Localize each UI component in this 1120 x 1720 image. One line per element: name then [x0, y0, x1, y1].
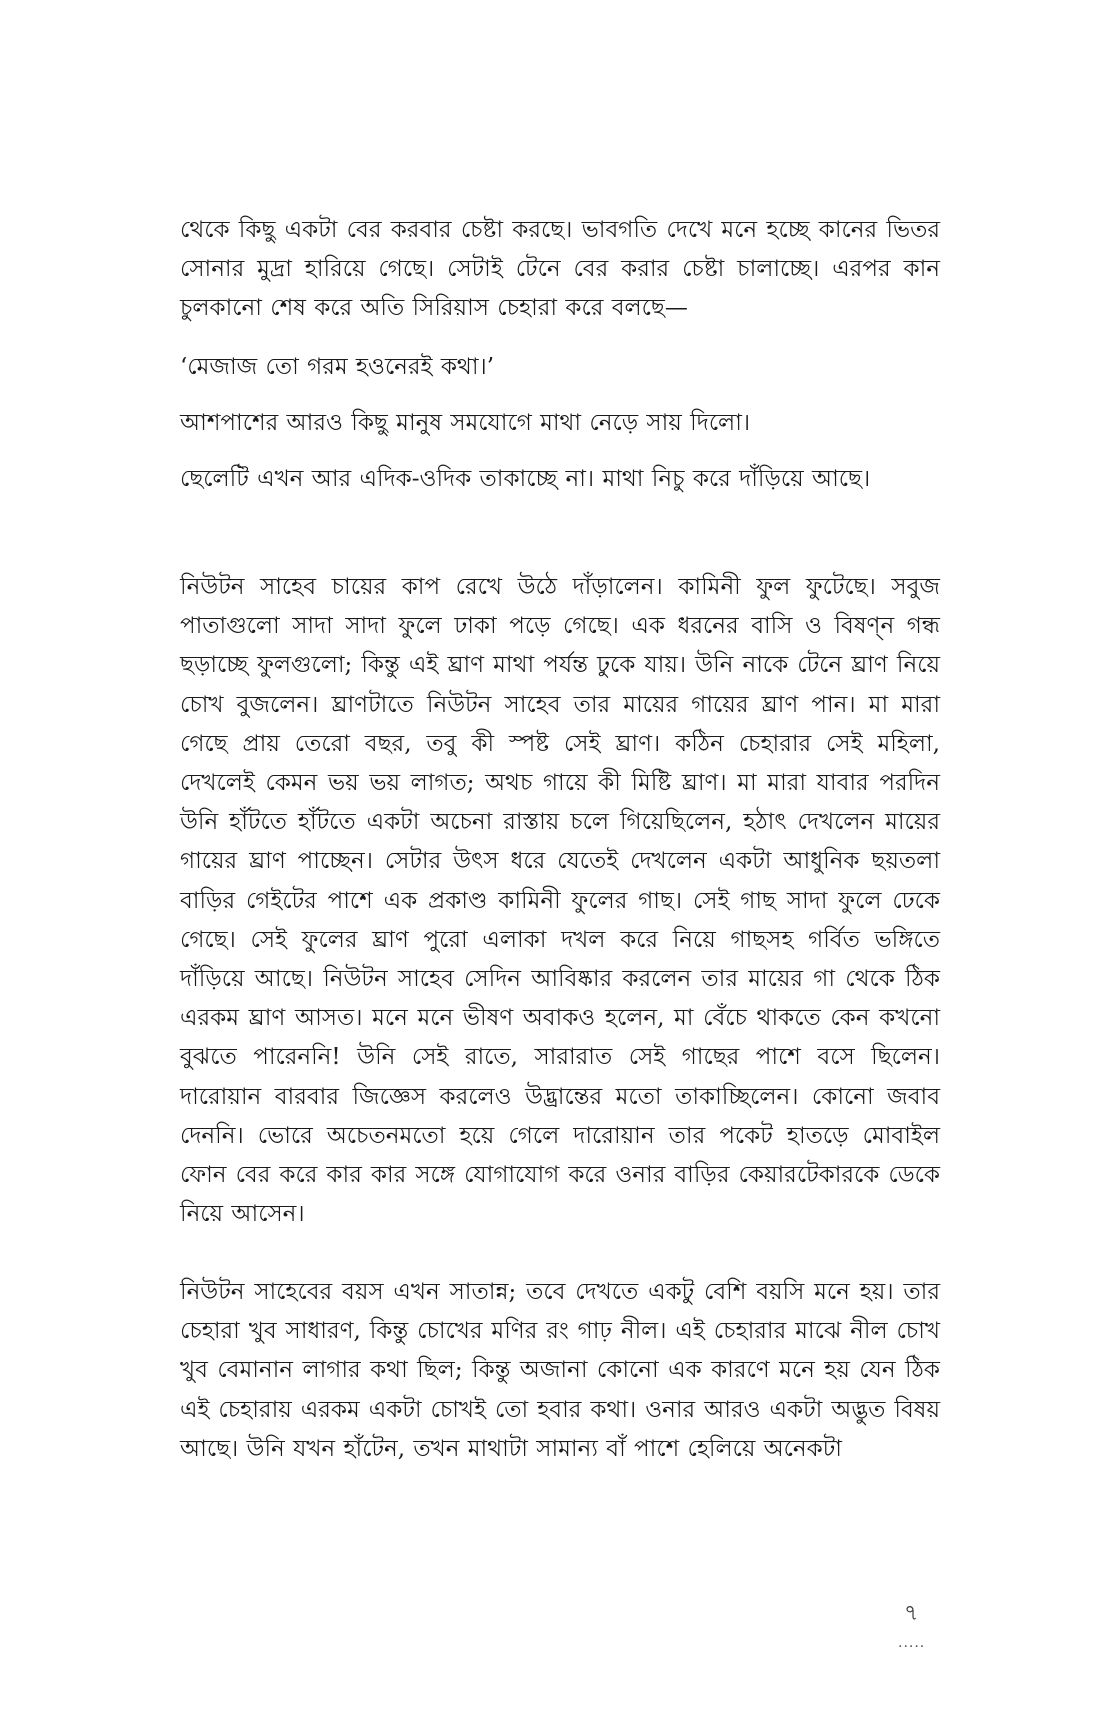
- paragraph-boy-standing: ছেলেটি এখন আর এদিক-ওদিক তাকাচ্ছে না। মাথা নিচু করে দাঁড়িয়ে আছে।: [180, 466, 871, 492]
- paragraph-crowd-reaction: আশপাশের আরও কিছু মানুষ সমযোগে মাথা নেড়ে সায় দিলো।: [180, 410, 751, 436]
- paragraph-kamini-flower: নিউটন সাহেব চায়ের কাপ রেখে উঠে দাঁড়ালেন। কামিনী ফুল ফুটেছে। সবুজ পাতাগুলো সাদা সাদা ফুলে ঢাকা পড়ে গেছে। এক ধরনের বাসি ও বিষণ্ন গন্ধ ছড়াচ্ছে ফুলগুলো; কিন্তু এই ঘ্রাণ মাথা পর্যন্ত ঢুকে যায়। উনি নাকে টেনে ঘ্রাণ নিয়ে চোখ বুজলেন। ঘ্রাণটাতে নিউটন সাহেব তার মায়ের গায়ের ঘ্রাণ পান। মা মারা গেছে প্রায় তেরো বছর, তবু কী স্পষ্ট সেই ঘ্রাণ। কঠিন চেহারার সেই মহিলা, দেখলেই কেমন ভয় ভয় লাগত; অথচ গায়ে কী মিষ্টি ঘ্রাণ। মা মারা যাবার পরদিন উনি হাঁটতে হাঁটতে একটা অচেনা রাস্তায় চলে গিয়েছিলেন, হঠাৎ দেখলেন মায়ের গায়ের ঘ্রাণ পাচ্ছেন। সেটার উৎস ধরে যেতেই দেখলেন একটা আধুনিক ছয়তলা বাড়ির গেইটের পাশে এক প্রকাণ্ড কামিনী ফুলের গাছ। সেই গাছ সাদা ফুলে ঢেকে গেছে। সেই ফুলের ঘ্রাণ পুরো এলাকা দখল করে নিয়ে গাছসহ গর্বিত ভঙ্গিতে দাঁড়িয়ে আছে। নিউটন সাহেব সেদিন আবিষ্কার করলেন তার মায়ের গা থেকে ঠিক এরকম ঘ্রাণ আসত। মনে মনে ভীষণ অবাকও হলেন, মা বেঁচে থাকতে কেন কখনো বুঝতে পারেননি! উনি সেই রাতে, সারারাত সেই গাছের পাশে বসে ছিলেন। দারোয়ান বারবার জিজ্ঞেস করলেও উদ্ভ্রান্তের মতো তাকাচ্ছিলেন। কোনো জবাব দেননি। ভোরে অচেতনমতো হয়ে গেলে দারোয়ান তার পকেট হাতড়ে মোবাইল ফোন বের করে কার কার সঙ্গে যোগাযোগ করে ওনার বাড়ির কেয়ারটেকারকে ডেকে নিয়ে আসেন।: [180, 574, 940, 1228]
- paragraph-newton-description: নিউটন সাহেবের বয়স এখন সাতান্ন; তবে দেখতে একটু বেশি বয়সি মনে হয়। তার চেহারা খুব সাধারণ, কিন্তু চোখের মণির রং গাঢ় নীল। এই চেহারার মাঝে নীল চোখ খুব বেমানান লাগার কথা ছিল; কিন্তু অজানা কোনো এক কারণে মনে হয় যেন ঠিক এই চেহারায় এরকম একটা চোখই তো হবার কথা। ওনার আরও একটা অদ্ভুত বিষয় আছে। উনি যখন হাঁটেন, তখন মাথাটা সামান্য বাঁ পাশে হেলিয়ে অনেকটা: [180, 1279, 940, 1462]
- dialogue-line: ‘মেজাজ তো গরম হওনেরই কথা।’: [180, 354, 495, 380]
- page-number: ৭: [904, 1601, 919, 1626]
- page-number-ornament: .....: [898, 1635, 926, 1651]
- paragraph-continuation: থেকে কিছু একটা বের করবার চেষ্টা করছে। ভাবগতি দেখে মনে হচ্ছে কানের ভিতর সোনার মুদ্রা হারিয়ে গেছে। সেটাই টেনে বের করার চেষ্টা চালাচ্ছে। এরপর কান চুলকানো শেষ করে অতি সিরিয়াস চেহারা করে বলছে—: [180, 217, 940, 322]
- book-page: [180, 0, 940, 1720]
